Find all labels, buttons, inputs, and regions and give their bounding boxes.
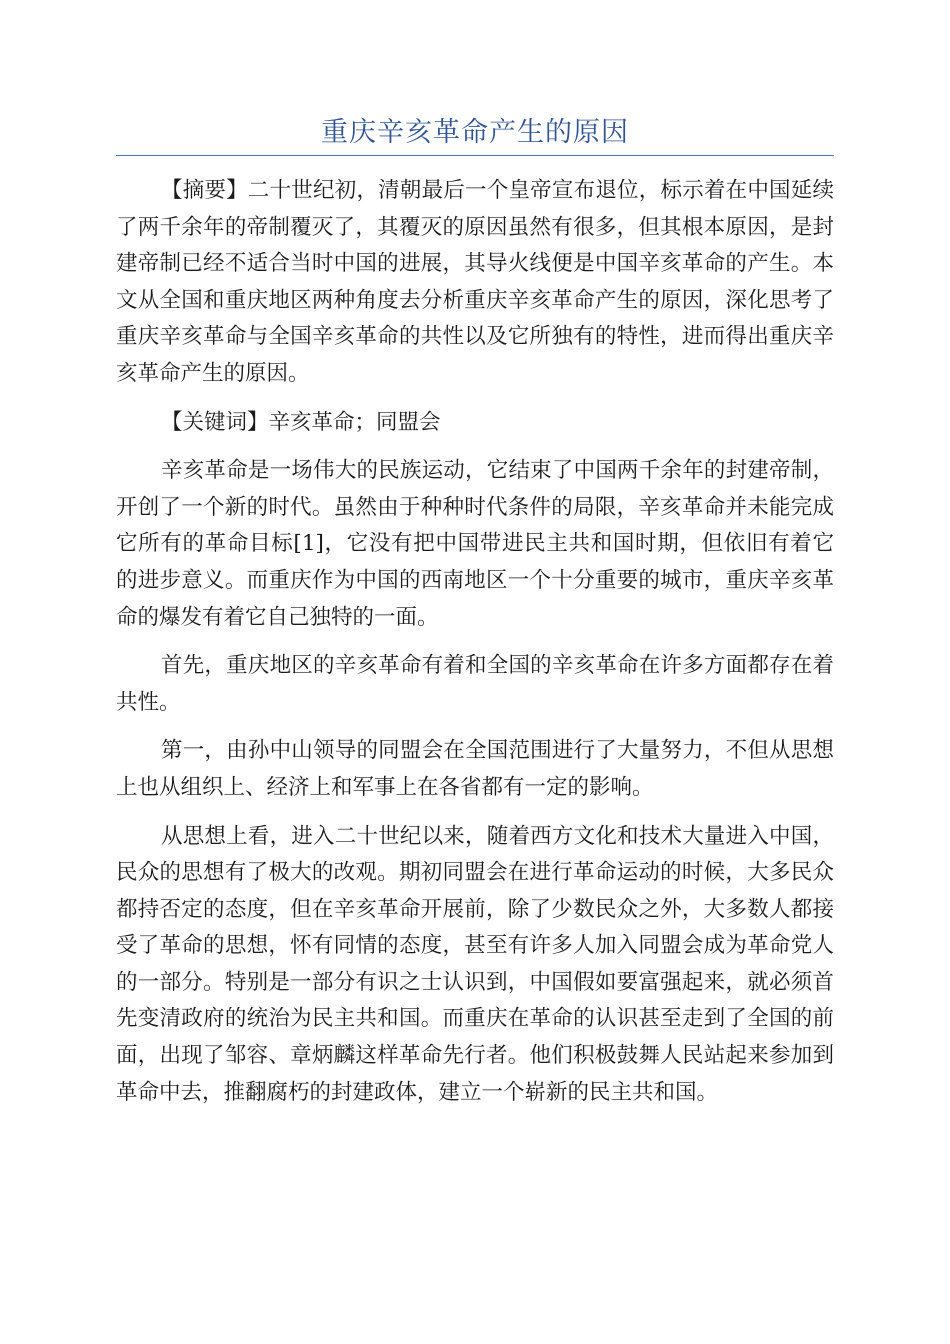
body-paragraph: 辛亥革命是一场伟大的民族运动，它结束了中国两千余年的封建帝制，开创了一个新的时代。虽然由于种种时代条件的局限，辛亥革命并未能完成它所有的革命目标[1]，它没有把中国带进民主共和国时期，但依旧有着它的进步意义。而重庆作为中国的西南地区一个十分重要的城市，重庆辛亥革命的爆发有着它自己独特的一面。 <box>116 458 834 630</box>
body-paragraph: 从思想上看，进入二十世纪以来，随着西方文化和技术大量进入中国，民众的思想有了极大的改观。期初同盟会在进行革命运动的时候，大多民众都持否定的态度，但在辛亥革命开展前，除了少数民众之外，大多数人都接受了革命的思想，怀有同情的态度，甚至有许多人加入同盟会成为革命党人的一部分。特别是一部分有识之士认识到，中国假如要富强起来，就必须首先变清政府的统治为民主共和国。而重庆在革命的认识甚至走到了全国的前面，出现了邹容、章炳麟这样革命先行者。他们积极鼓舞人民站起来参加到革命中去，推翻腐朽的封建政体，建立一个崭新的民主共和国。 <box>116 823 834 1105</box>
body-paragraph: 第一，由孙中山领导的同盟会在全国范围进行了大量努力，不但从思想上也从组织上、经济上和军事上在各省都有一定的影响。 <box>116 738 834 800</box>
abstract-paragraph: 【摘要】二十世纪初，清朝最后一个皇帝宣布退位，标示着在中国延续了两千余年的帝制覆灭了，其覆灭的原因虽然有很多，但其根本原因，是封建帝制已经不适合当时中国的进展，其导火线便是中国辛亥革命的产生。本文从全国和重庆地区两种角度去分析重庆辛亥革命产生的原因，深化思考了重庆辛亥革命与全国辛亥革命的共性以及它所独有的特性，进而得出重庆辛亥革命产生的原因。 <box>116 178 834 386</box>
body-paragraph: 首先，重庆地区的辛亥革命有着和全国的辛亥革命在许多方面都存在着共性。 <box>116 653 834 715</box>
title-underline <box>116 155 834 156</box>
document-body <box>116 173 834 1123</box>
keywords-paragraph: 【关键词】辛亥革命；同盟会 <box>161 409 441 435</box>
document-title: 重庆辛亥革命产生的原因 <box>321 117 629 148</box>
